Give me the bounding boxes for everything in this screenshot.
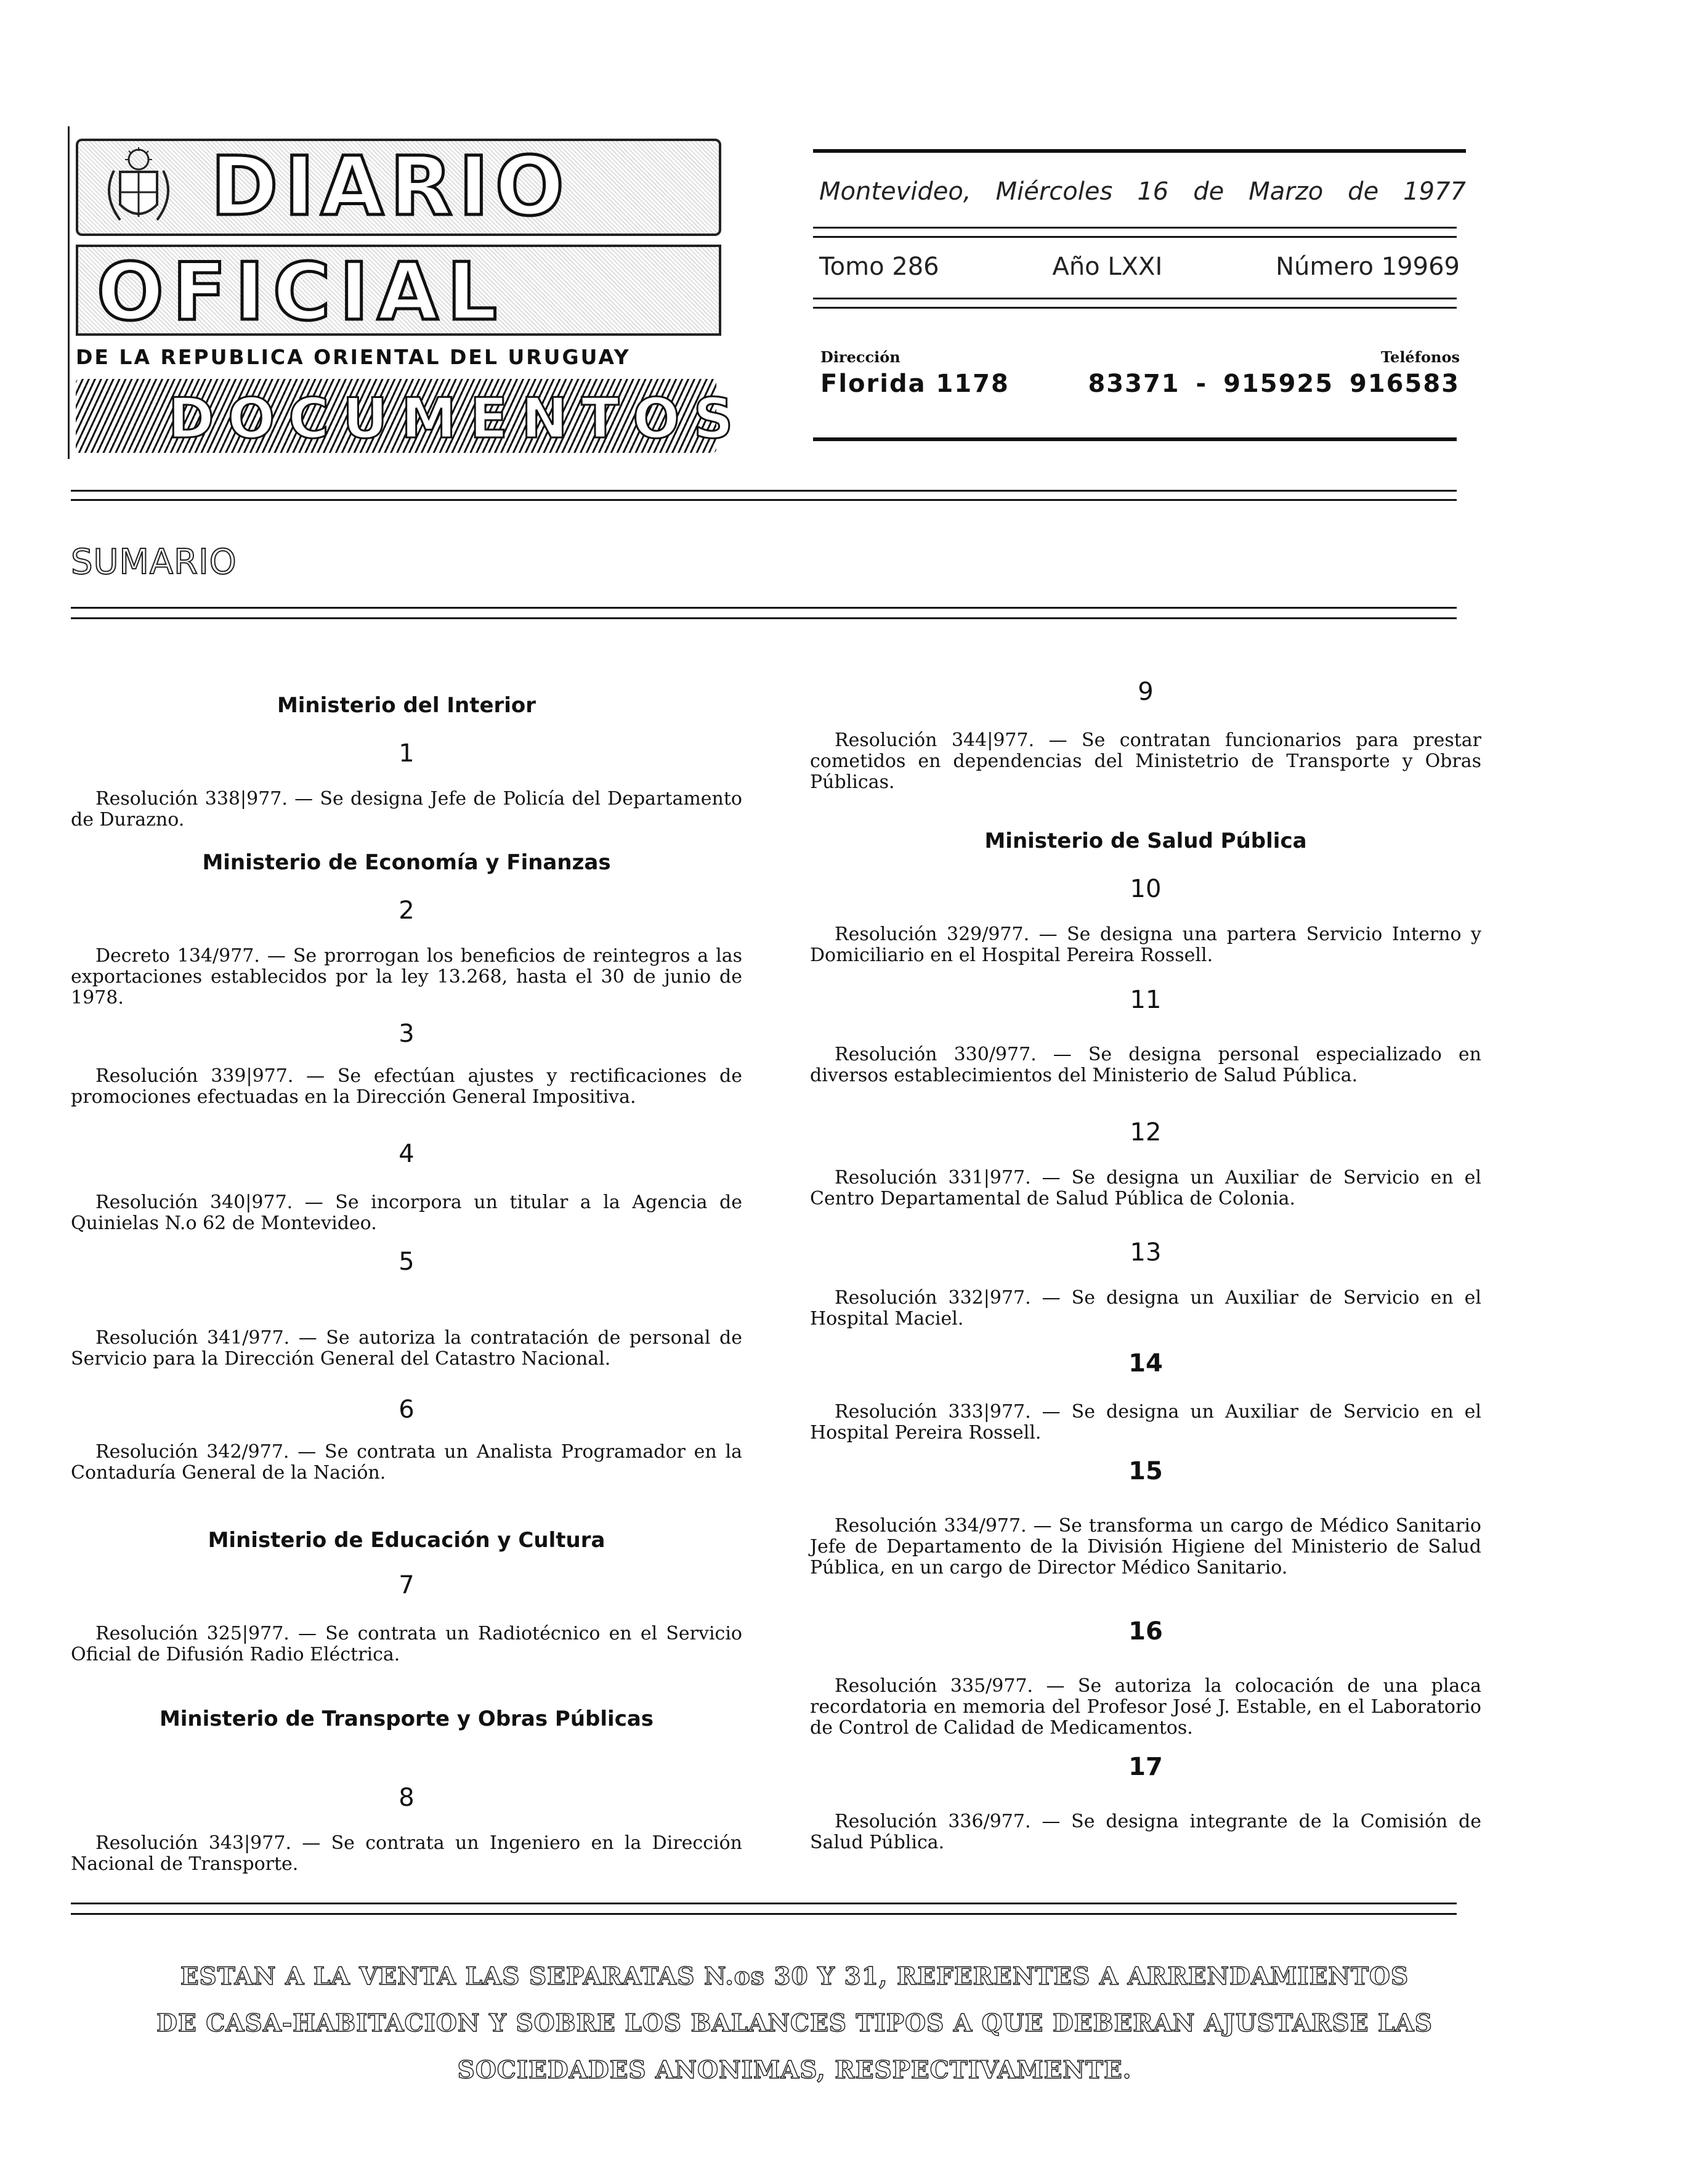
sumario-entry: Resolución 338|977. — Se designa Jefe de Policía del Departamento de Durazno. <box>71 788 742 831</box>
sumario-entry: Resolución 332|977. — Se designa un Auxiliar de Servicio en el Hospital Maciel. <box>810 1287 1481 1330</box>
masthead-title-oficial-box <box>76 245 721 336</box>
sumario-entry: Resolución 336/977. — Se designa integrante de la Comisión de Salud Pública. <box>810 1811 1481 1853</box>
section-banner-label: DOCUMENTOS <box>168 386 747 451</box>
sumario-entry: Resolución 344|977. — Se contratan funcionarios para prestar cometidos en dependencias del Ministetrio de Transporte y Obras Públicas. <box>810 729 1481 793</box>
item-number: 1 <box>399 739 415 768</box>
item-number: 10 <box>1130 875 1162 903</box>
ministry-heading: Ministerio de Economía y Finanzas <box>202 850 611 875</box>
masthead <box>68 126 747 459</box>
sumario-title: SUMARIO <box>71 542 237 582</box>
divider <box>71 1903 1457 1915</box>
sumario-entry: Resolución 339|977. — Se efectúan ajustes y rectificaciones de promociones efectuadas en la Dirección General Impositiva. <box>71 1065 742 1108</box>
divider <box>71 490 1457 501</box>
issue-de: de <box>1193 177 1224 206</box>
ministry-heading: Ministerio de Salud Pública <box>984 829 1307 853</box>
sumario-entry: Resolución 334/977. — Se transforma un cargo de Médico Sanitario Jefe de Departamento de la División Higiene del Ministerio de Salud Pública, en un cargo de Director Médico Sanitario. <box>810 1515 1481 1578</box>
sumario-entry: Resolución 340|977. — Se incorpora un titular a la Agencia de Quinielas N.o 62 de Montevideo. <box>71 1192 742 1234</box>
sumario-entry: Resolución 335/977. — Se autoriza la colocación de una placa recordatoria en memoria del Profesor José J. Estable, en el Laboratorio de Control de Calidad de Medicamentos. <box>810 1675 1481 1739</box>
ministry-heading: Ministerio de Transporte y Obras Públicas <box>159 1707 654 1731</box>
sumario-entry: Resolución 333|977. — Se designa un Auxiliar de Servicio en el Hospital Pereira Rossell. <box>810 1401 1481 1444</box>
issue-tomo: Tomo 286 <box>819 253 939 281</box>
notice-line: DE CASA-HABITACION Y SOBRE LOS BALANCES TIPOS A QUE DEBERAN AJUSTARSE LAS <box>156 2009 1433 2037</box>
item-number: 11 <box>1130 986 1162 1014</box>
item-number: 17 <box>1128 1753 1163 1781</box>
item-number: 4 <box>399 1140 415 1168</box>
item-number: 6 <box>399 1395 415 1424</box>
ministry-heading: Ministerio de Educación y Cultura <box>208 1528 605 1553</box>
item-number: 14 <box>1128 1349 1163 1378</box>
issue-year: 1977 <box>1403 177 1466 206</box>
item-number: 3 <box>399 1020 415 1048</box>
issue-day: 16 <box>1137 177 1169 206</box>
issue-numero: Número 19969 <box>1276 253 1460 281</box>
coat-of-arms-icon <box>95 146 182 229</box>
issue-info <box>813 123 1466 456</box>
item-number: 9 <box>1138 678 1154 706</box>
sumario-entry: Resolución 330/977. — Se designa personal especializado en diversos establecimientos del Ministerio de Salud Pública. <box>810 1044 1481 1086</box>
masthead-title-diario: DIARIO <box>211 139 570 234</box>
notice-line: SOCIEDADES ANONIMAS, RESPECTIVAMENTE. <box>457 2056 1132 2084</box>
phones-value: 83371 - 915925 916583 <box>1088 370 1460 398</box>
item-number: 2 <box>399 896 415 925</box>
sumario-entry: Resolución 331|977. — Se designa un Auxiliar de Servicio en el Centro Departamental de Salud Pública de Colonia. <box>810 1167 1481 1209</box>
sumario-entry: Resolución 343|977. — Se contrata un Ingeniero en la Dirección Nacional de Transporte. <box>71 1832 742 1875</box>
ministry-heading: Ministerio del Interior <box>277 693 536 718</box>
masthead-subtitle: DE LA REPUBLICA ORIENTAL DEL URUGUAY <box>76 345 631 369</box>
sumario-entry: Resolución 341/977. — Se autoriza la contratación de personal de Servicio para la Dirección General del Catastro Nacional. <box>71 1327 742 1370</box>
masthead-title-oficial: OFICIAL <box>97 246 506 338</box>
issue-month: Marzo <box>1249 177 1324 206</box>
sales-notice <box>111 1953 1478 2094</box>
divider <box>813 298 1457 309</box>
item-number: 13 <box>1130 1238 1162 1267</box>
item-number: 8 <box>399 1784 415 1812</box>
issue-meta <box>819 253 1460 281</box>
sumario-entry: Resolución 325|977. — Se contrata un Radiotécnico en el Servicio Oficial de Difusión Radio Eléctrica. <box>71 1623 742 1665</box>
divider <box>813 437 1457 441</box>
notice-line: ESTAN A LA VENTA LAS SEPARATAS N.os 30 Y 31, REFERENTES A ARRENDAMIENTOS <box>180 1962 1409 1991</box>
item-number: 15 <box>1128 1457 1163 1485</box>
item-number: 16 <box>1128 1617 1163 1646</box>
divider <box>813 149 1466 153</box>
issue-anio: Año LXXI <box>1052 253 1163 281</box>
sumario-entry: Resolución 329/977. — Se designa una partera Servicio Interno y Domiciliario en el Hospital Pereira Rossell. <box>810 924 1481 966</box>
divider <box>813 227 1457 238</box>
masthead-title-diario-box <box>76 139 721 236</box>
item-number: 12 <box>1130 1118 1162 1147</box>
divider <box>71 607 1457 619</box>
issue-date <box>819 177 1466 206</box>
sumario-entry: Decreto 134/977. — Se prorrogan los beneficios de reintegros a las exportaciones establecidos por la ley 13.268, hasta el 30 de junio de 1978. <box>71 945 742 1009</box>
item-number: 5 <box>399 1248 415 1276</box>
issue-de: de <box>1348 177 1379 206</box>
issue-weekday: Miércoles <box>995 177 1113 206</box>
address-label: Dirección <box>820 348 901 366</box>
sumario-entry: Resolución 342/977. — Se contrata un Analista Programador en la Contaduría General de la Nación. <box>71 1441 742 1484</box>
item-number: 7 <box>399 1571 415 1599</box>
section-banner <box>76 379 747 453</box>
phones-label: Teléfonos <box>1380 348 1460 366</box>
address-value: Florida 1178 <box>820 370 1010 398</box>
issue-city: Montevideo, <box>819 177 971 206</box>
